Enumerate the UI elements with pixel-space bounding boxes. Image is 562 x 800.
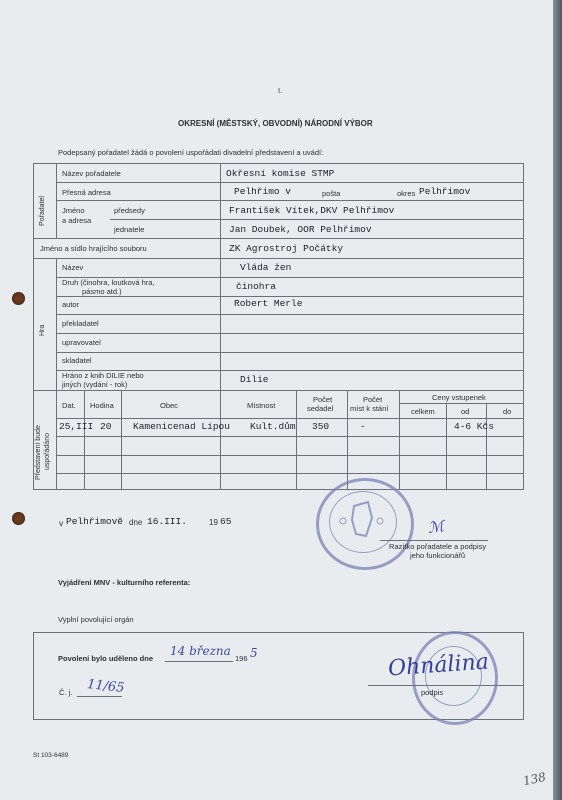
authority-label: Vyplní povolující orgán <box>58 615 134 624</box>
stamp-caption-2: jeho funkcionářů <box>410 551 466 560</box>
names-label-1: Jméno <box>62 206 85 215</box>
posta-label: pošta <box>322 189 341 198</box>
genre-value: činohra <box>236 281 276 292</box>
title-label: Název <box>62 263 84 272</box>
total-header: celkem <box>411 407 435 416</box>
authority-signature: Ohnálina <box>387 649 490 682</box>
page-edge <box>553 0 562 800</box>
okres-label: okres <box>397 189 416 198</box>
stamp-caption-1: Razítko pořadatele a podpisy <box>389 542 487 551</box>
source-label-2: jiných (vydání - rok) <box>62 380 128 389</box>
ref-value: 11/65 <box>86 677 126 696</box>
okres-value: Pelhřimov <box>419 186 471 197</box>
perf-venue: Kult.dům <box>250 421 296 432</box>
punch-hole <box>12 512 25 525</box>
organizer-signature: ℳ <box>426 516 446 538</box>
play-side-label: Hra <box>39 324 46 336</box>
perf-standing: - <box>360 421 366 432</box>
ensemble-value: ZK Agrostroj Počátky <box>229 243 344 254</box>
form-intro: Podepsaný pořadatel žádá o povolení uspořádati divadelní představení a uvádí: <box>58 148 324 157</box>
permit-date: 14 března <box>170 644 231 658</box>
town-header: Obec <box>160 401 178 410</box>
names-label-2: a adresa <box>62 216 92 225</box>
perf-town: Kamenicenad Lípou <box>133 421 230 432</box>
translator-label: překladatel <box>62 319 99 328</box>
seats-header-2: sedadel <box>307 404 334 413</box>
prices-header: Ceny vstupenek <box>432 393 486 402</box>
chair-label: předsedy <box>114 206 145 215</box>
organizer-side-label: Pořadatel <box>39 196 46 226</box>
sign-date: 16.III. <box>147 516 187 527</box>
perf-price-from: 4-6 Kčs <box>454 421 494 432</box>
author-value: Robert Merle <box>234 298 303 309</box>
author-label: autor <box>62 300 80 309</box>
performance-side-label-1: Představení bude <box>35 425 42 480</box>
from-header: od <box>461 407 470 416</box>
form-title: OKRESNÍ (MĚSTSKÝ, OBVODNÍ) NÁRODNÍ VÝBOR <box>178 119 373 128</box>
place-value: Pelhřimově <box>66 516 124 527</box>
name-label: Název pořadatele <box>62 169 121 178</box>
address-value: Pelhřimo v <box>234 186 292 197</box>
ref-label: Č. j. <box>59 688 73 697</box>
page-number: 138 <box>521 769 548 789</box>
to-header: do <box>503 407 512 416</box>
permit-label: Povolení bylo uděleno dne <box>58 654 154 663</box>
performance-side-label-2: uspořádáno <box>44 433 51 470</box>
mnv-label: Vyjádření MNV - kulturního referenta: <box>58 578 191 587</box>
perf-seats: 350 <box>312 421 330 432</box>
adapter-label: upravovatel <box>62 338 101 347</box>
address-label: Přesná adresa <box>62 188 111 197</box>
form-code: St 103-6489 <box>33 752 69 759</box>
in-label: v <box>59 518 64 528</box>
year-prefix: 19 <box>209 518 218 527</box>
permit-year: 5 <box>250 646 258 660</box>
punch-hole <box>12 292 25 305</box>
ensemble-label: Jméno a sídlo hrajícího souboru <box>40 244 147 253</box>
sign-label: podpis <box>421 688 444 697</box>
sign-year: 65 <box>220 516 232 527</box>
name-value: Okřesní komise STMP <box>226 168 335 179</box>
section-number: I. <box>278 86 283 95</box>
seats-header-1: Počet <box>313 395 333 404</box>
organizer-stamp <box>316 478 414 570</box>
source-label-1: Hráno z knih DILIE nebo <box>62 371 144 380</box>
date-header: Dat. <box>62 401 76 410</box>
venue-header: Místnost <box>247 401 276 410</box>
standing-header-2: míst k stání <box>350 404 389 413</box>
composer-label: skladatel <box>62 356 92 365</box>
genre-label-1: Druh (činohra, loutková hra, <box>62 278 155 287</box>
standing-header-1: Počet <box>363 395 383 404</box>
title-value: Vláda žen <box>240 262 292 273</box>
permit-year-prefix: 196 <box>235 654 248 663</box>
date-label: dne <box>129 518 143 527</box>
perf-date: 25,III <box>59 421 94 432</box>
hour-header: Hodina <box>90 401 114 410</box>
perf-hour: 20 <box>100 421 112 432</box>
agent-value: Jan Doubek, OOR Pelhřimov <box>229 224 372 235</box>
genre-label-2: pásmo atd.) <box>82 287 122 296</box>
agent-label: jednatele <box>114 225 145 234</box>
source-value: Dilie <box>240 374 269 385</box>
chair-value: František Vítek,DKV Pelhřimov <box>229 205 395 216</box>
